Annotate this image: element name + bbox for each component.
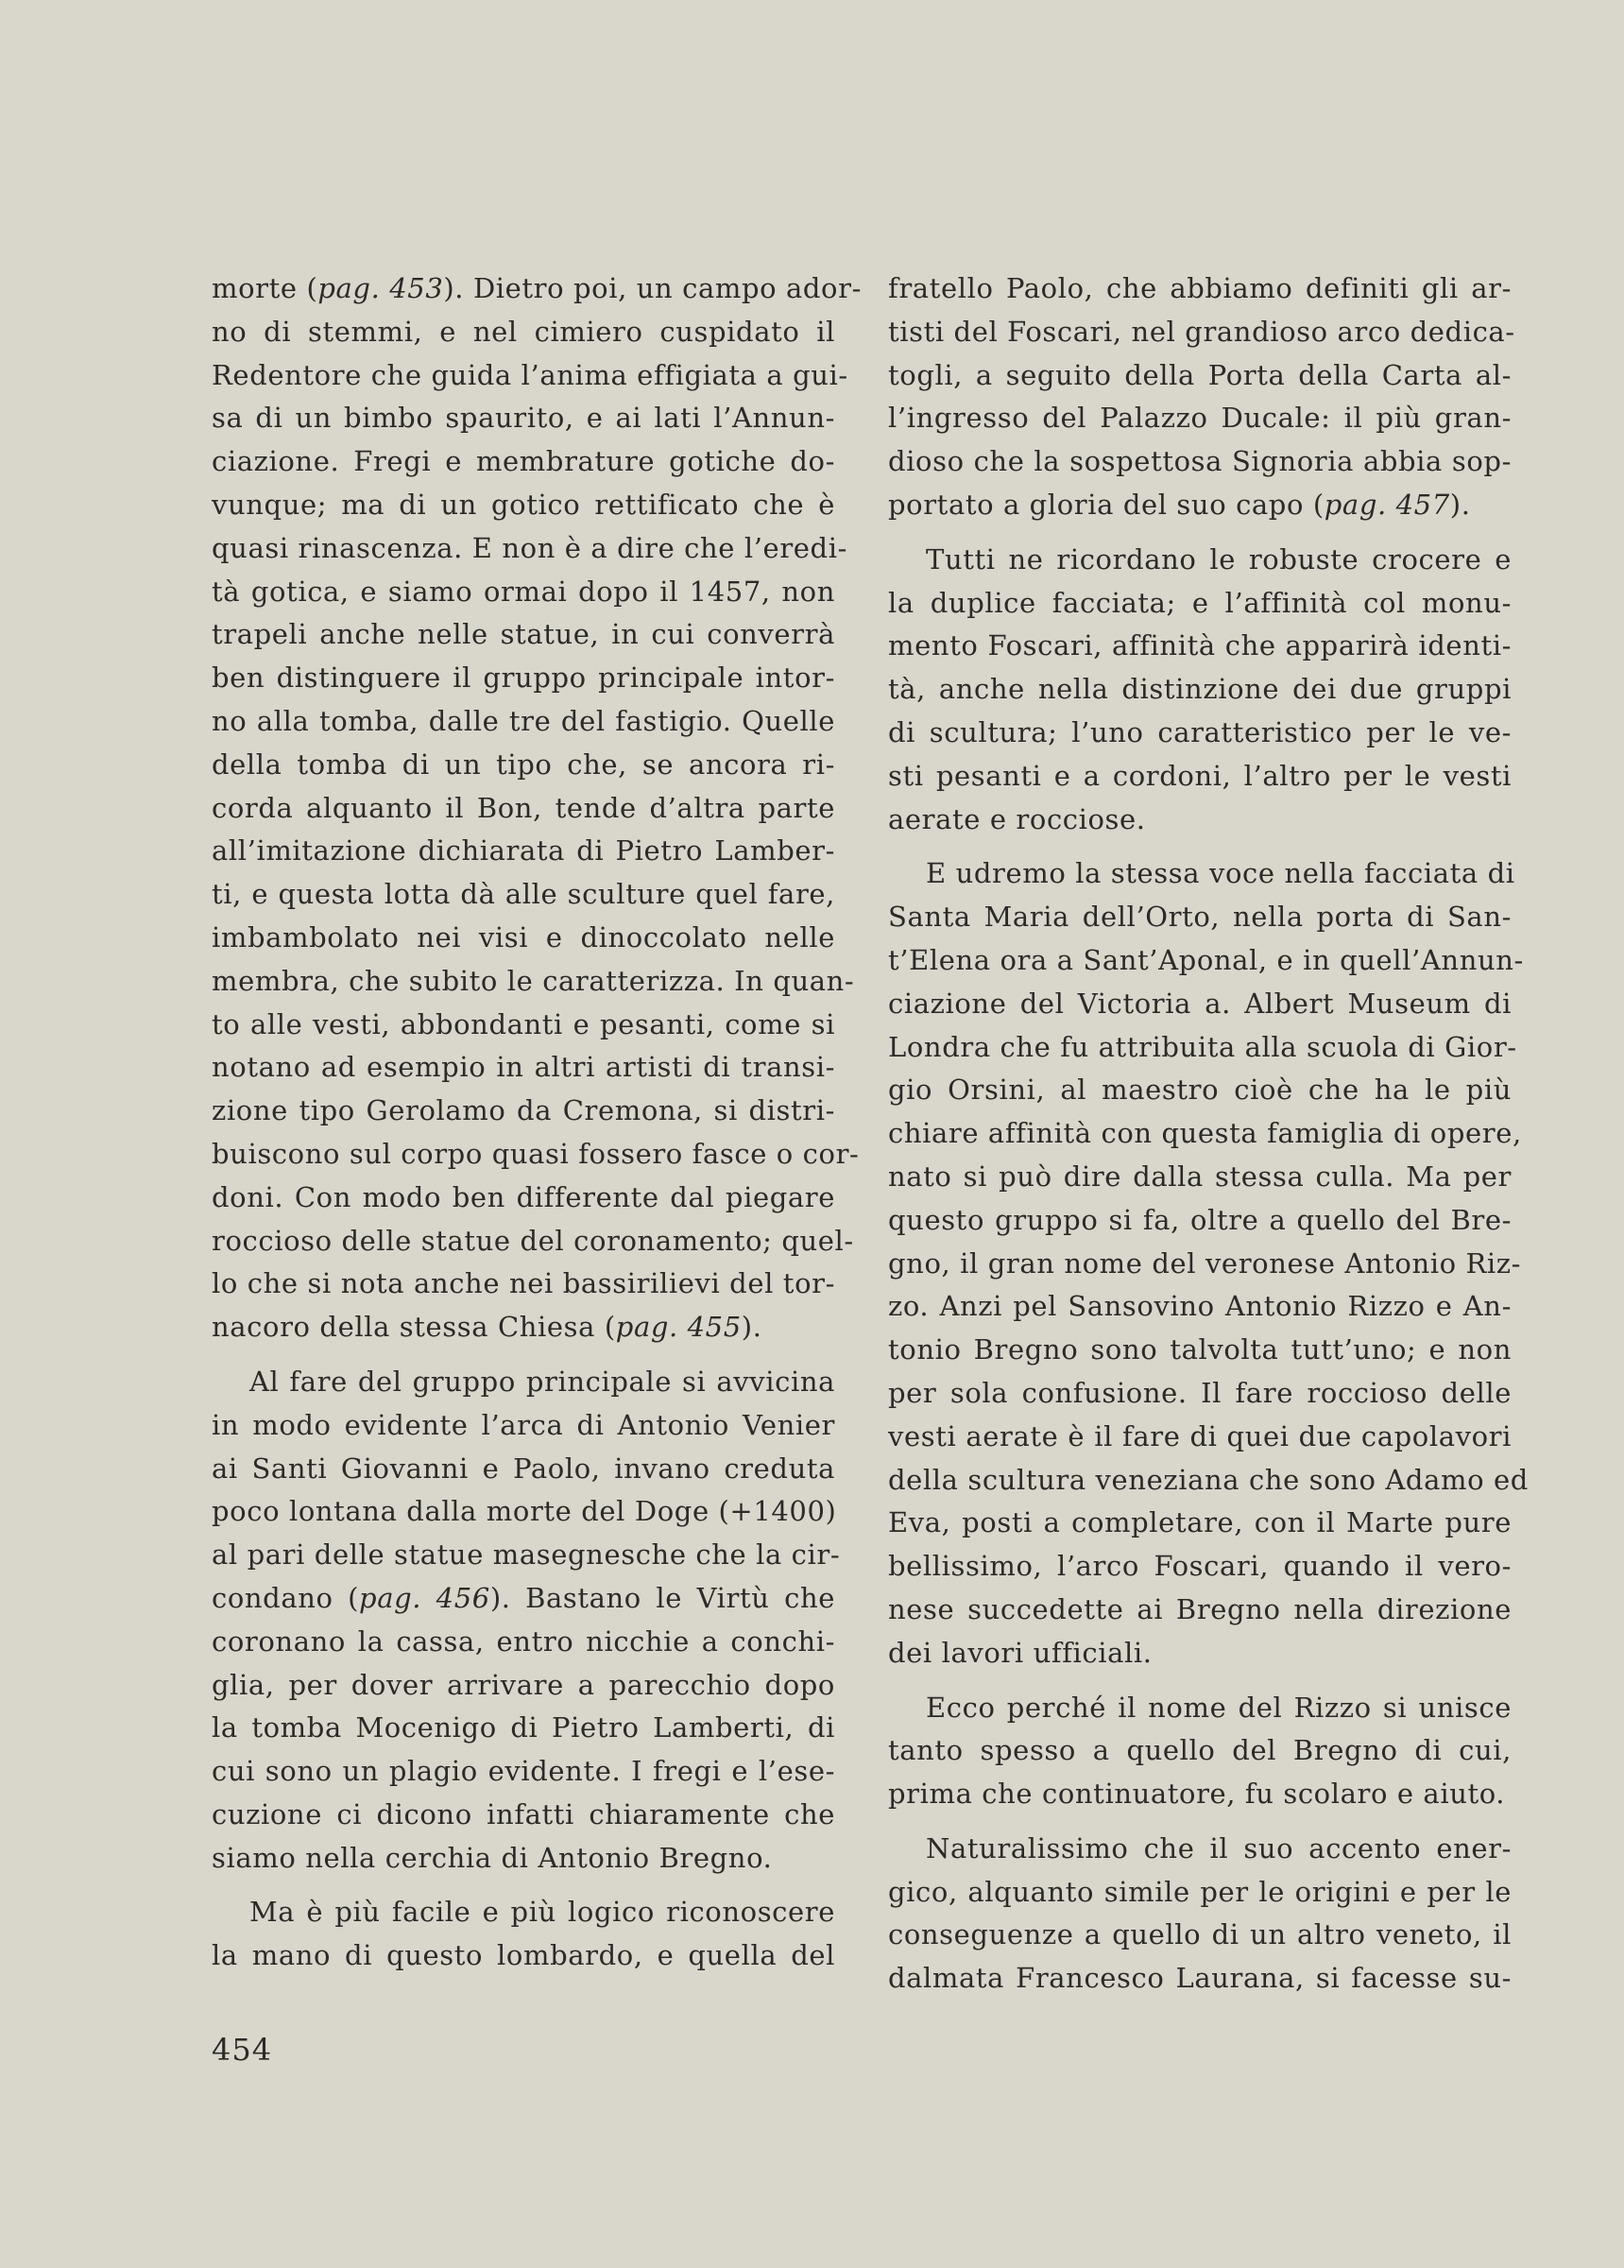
- right-text-column: [888, 267, 1529, 2001]
- text-line: in modo evidente l’arca di Antonio Venier: [212, 1408, 835, 1441]
- text-line: doni. Con modo ben differente dal piegare: [212, 1180, 835, 1213]
- text-line: ciazione del Victoria a. Albert Museum di: [888, 987, 1512, 1020]
- text-line: dalmata Francesco Laurana, si facesse su-: [888, 1962, 1512, 1995]
- text-line: conseguenze a quello di un altro veneto, il: [888, 1918, 1512, 1951]
- text-line: notano ad esempio in altri artisti di transi-: [212, 1051, 835, 1084]
- text-line: tà, anche nella distinzione dei due gruppi: [888, 673, 1512, 706]
- text-line: l’ingresso del Palazzo Ducale: il più gran-: [888, 402, 1512, 435]
- text-line: gio Orsini, al maestro cioè che ha le più: [888, 1074, 1512, 1107]
- text-line: aerate e rocciose.: [888, 802, 1146, 835]
- text-line: condano (pag. 456). Bastano le Virtù che: [212, 1581, 835, 1614]
- page-number: 454: [212, 2032, 273, 2068]
- text-line: Eva, posti a completare, con il Marte pure: [888, 1506, 1512, 1539]
- text-line: al pari delle statue masegnesche che la cir-: [212, 1538, 841, 1572]
- text-line: tisti del Foscari, nel grandioso arco dedica-: [888, 315, 1515, 348]
- text-line: Al fare del gruppo principale si avvicina: [249, 1365, 835, 1398]
- text-line: Redentore che guida l’anima effigiata a gui-: [212, 358, 848, 391]
- text-line: no alla tomba, dalle tre del fastigio. Quelle: [212, 704, 835, 737]
- text-line: buiscono sul corpo quasi fossero fasce o cor-: [212, 1137, 860, 1170]
- text-line: sa di un bimbo spaurito, e ai lati l’Annun-: [212, 402, 835, 435]
- text-line: nacoro della stessa Chiesa (pag. 455).: [212, 1311, 762, 1344]
- text-line: roccioso delle statue del coronamento; quel-: [212, 1224, 854, 1257]
- text-line: fratello Paolo, che abbiamo definiti gli ar-: [888, 272, 1512, 304]
- text-line: per sola confusione. Il fare roccioso delle: [888, 1376, 1512, 1409]
- text-line: morte (pag. 453). Dietro poi, un campo ador-: [212, 272, 862, 304]
- text-line: ciazione. Fregi e membrature gotiche do-: [212, 445, 835, 478]
- text-line: Naturalissimo che il suo accento ener-: [926, 1831, 1512, 1864]
- text-line: tanto spesso a quello del Bregno di cui,: [888, 1734, 1512, 1767]
- text-line: to alle vesti, abbondanti e pesanti, come si: [212, 1007, 835, 1040]
- text-line: coronano la cassa, entro nicchie a conchi-: [212, 1624, 835, 1658]
- text-line: membra, che subito le caratterizza. In quan-: [212, 964, 855, 997]
- text-line: no di stemmi, e nel cimiero cuspidato il: [212, 315, 835, 348]
- text-line: ti, e questa lotta dà alle sculture quel fare,: [212, 878, 835, 911]
- paragraph-gap: [888, 841, 1512, 852]
- text-line: vunque; ma di un gotico rettificato che è: [212, 488, 835, 521]
- text-line: questo gruppo si fa, oltre a quello del Bre-: [888, 1203, 1512, 1236]
- text-line: di scultura; l’uno caratteristico per le ve-: [888, 715, 1512, 748]
- text-line: gno, il gran nome del veronese Antonio Riz-: [888, 1246, 1522, 1280]
- text-line: gico, alquanto simile per le origini e per le: [888, 1875, 1512, 1908]
- paragraph-gap: [212, 1349, 835, 1361]
- text-line: bellissimo, l’arco Foscari, quando il vero-: [888, 1550, 1512, 1583]
- text-line: togli, a seguito della Porta della Carta al-: [888, 358, 1512, 391]
- text-line: Santa Maria dell’Orto, nella porta di San-: [888, 901, 1512, 934]
- text-line: tonio Bregno sono talvolta tutt’uno; e non: [888, 1333, 1512, 1366]
- text-line: della tomba di un tipo che, se ancora ri-: [212, 747, 835, 781]
- text-line: glia, per dover arrivare a parecchio dopo: [212, 1668, 835, 1701]
- text-line: tà gotica, e siamo ormai dopo il 1457, non: [212, 575, 835, 608]
- text-line: prima che continuatore, fu scolaro e aiuto.: [888, 1778, 1506, 1811]
- text-line: Tutti ne ricordano le robuste crocere e: [926, 542, 1512, 576]
- text-line: dei lavori ufficiali.: [888, 1636, 1153, 1669]
- text-line: sti pesanti e a cordoni, l’altro per le vesti: [888, 759, 1512, 792]
- paragraph-gap: [888, 1816, 1512, 1828]
- text-line: t’Elena ora a Sant’Aponal, e in quell’Annun-: [888, 943, 1524, 976]
- text-line: zo. Anzi pel Sansovino Antonio Rizzo e An-: [888, 1290, 1512, 1323]
- text-line: trapeli anche nelle statue, in cui converrà: [212, 618, 835, 651]
- text-line: vesti aerate è il fare di quei due capolavori: [888, 1419, 1512, 1452]
- paragraph-gap: [888, 527, 1512, 539]
- text-line: la tomba Mocenigo di Pietro Lamberti, di: [212, 1711, 835, 1744]
- text-line: Ecco perché il nome del Rizzo si unisce: [926, 1691, 1512, 1724]
- text-line: all’imitazione dichiarata di Pietro Lamber-: [212, 834, 835, 868]
- paragraph-gap: [212, 1880, 835, 1891]
- text-line: lo che si nota anche nei bassirilievi del tor-: [212, 1267, 835, 1300]
- text-line: chiare affinità con questa famiglia di opere,: [888, 1117, 1522, 1150]
- text-line: ai Santi Giovanni e Paolo, invano creduta: [212, 1452, 835, 1485]
- text-line: cuzione ci dicono infatti chiaramente che: [212, 1797, 835, 1830]
- text-line: della scultura veneziana che sono Adamo ed: [888, 1463, 1529, 1496]
- text-line: cui sono un plagio evidente. I fregi e l’ese-: [212, 1755, 835, 1788]
- text-line: corda alquanto il Bon, tende d’altra parte: [212, 791, 835, 824]
- text-line: dioso che la sospettosa Signoria abbia sop-: [888, 445, 1512, 478]
- left-text-column: [212, 267, 862, 1978]
- text-line: zione tipo Gerolamo da Cremona, si distri-: [212, 1094, 835, 1127]
- paragraph-gap: [888, 1675, 1512, 1687]
- text-line: nese succedette ai Bregno nella direzione: [888, 1592, 1512, 1625]
- text-line: ben distinguere il gruppo principale intor-: [212, 662, 835, 695]
- text-line: Ma è più facile e più logico riconoscere: [249, 1896, 835, 1929]
- text-line: Londra che fu attribuita alla scuola di Gior-: [888, 1030, 1517, 1063]
- text-line: quasi rinascenza. E non è a dire che l’eredi-: [212, 531, 847, 564]
- text-line: la mano di questo lombardo, e quella del: [212, 1939, 835, 1972]
- text-line: siamo nella cerchia di Antonio Bregno.: [212, 1841, 773, 1874]
- text-line: portato a gloria del suo capo (pag. 457).: [888, 488, 1471, 521]
- text-line: E udremo la stessa voce nella facciata di: [926, 857, 1515, 890]
- text-line: mento Foscari, affinità che apparirà identi-: [888, 629, 1512, 662]
- text-line: nato si può dire dalla stessa culla. Ma per: [888, 1160, 1512, 1193]
- text-line: poco lontana dalla morte del Doge (+1400): [212, 1495, 837, 1528]
- text-line: imbambolato nei visi e dinoccolato nelle: [212, 920, 835, 954]
- text-line: la duplice facciata; e l’affinità col monu-: [888, 586, 1512, 619]
